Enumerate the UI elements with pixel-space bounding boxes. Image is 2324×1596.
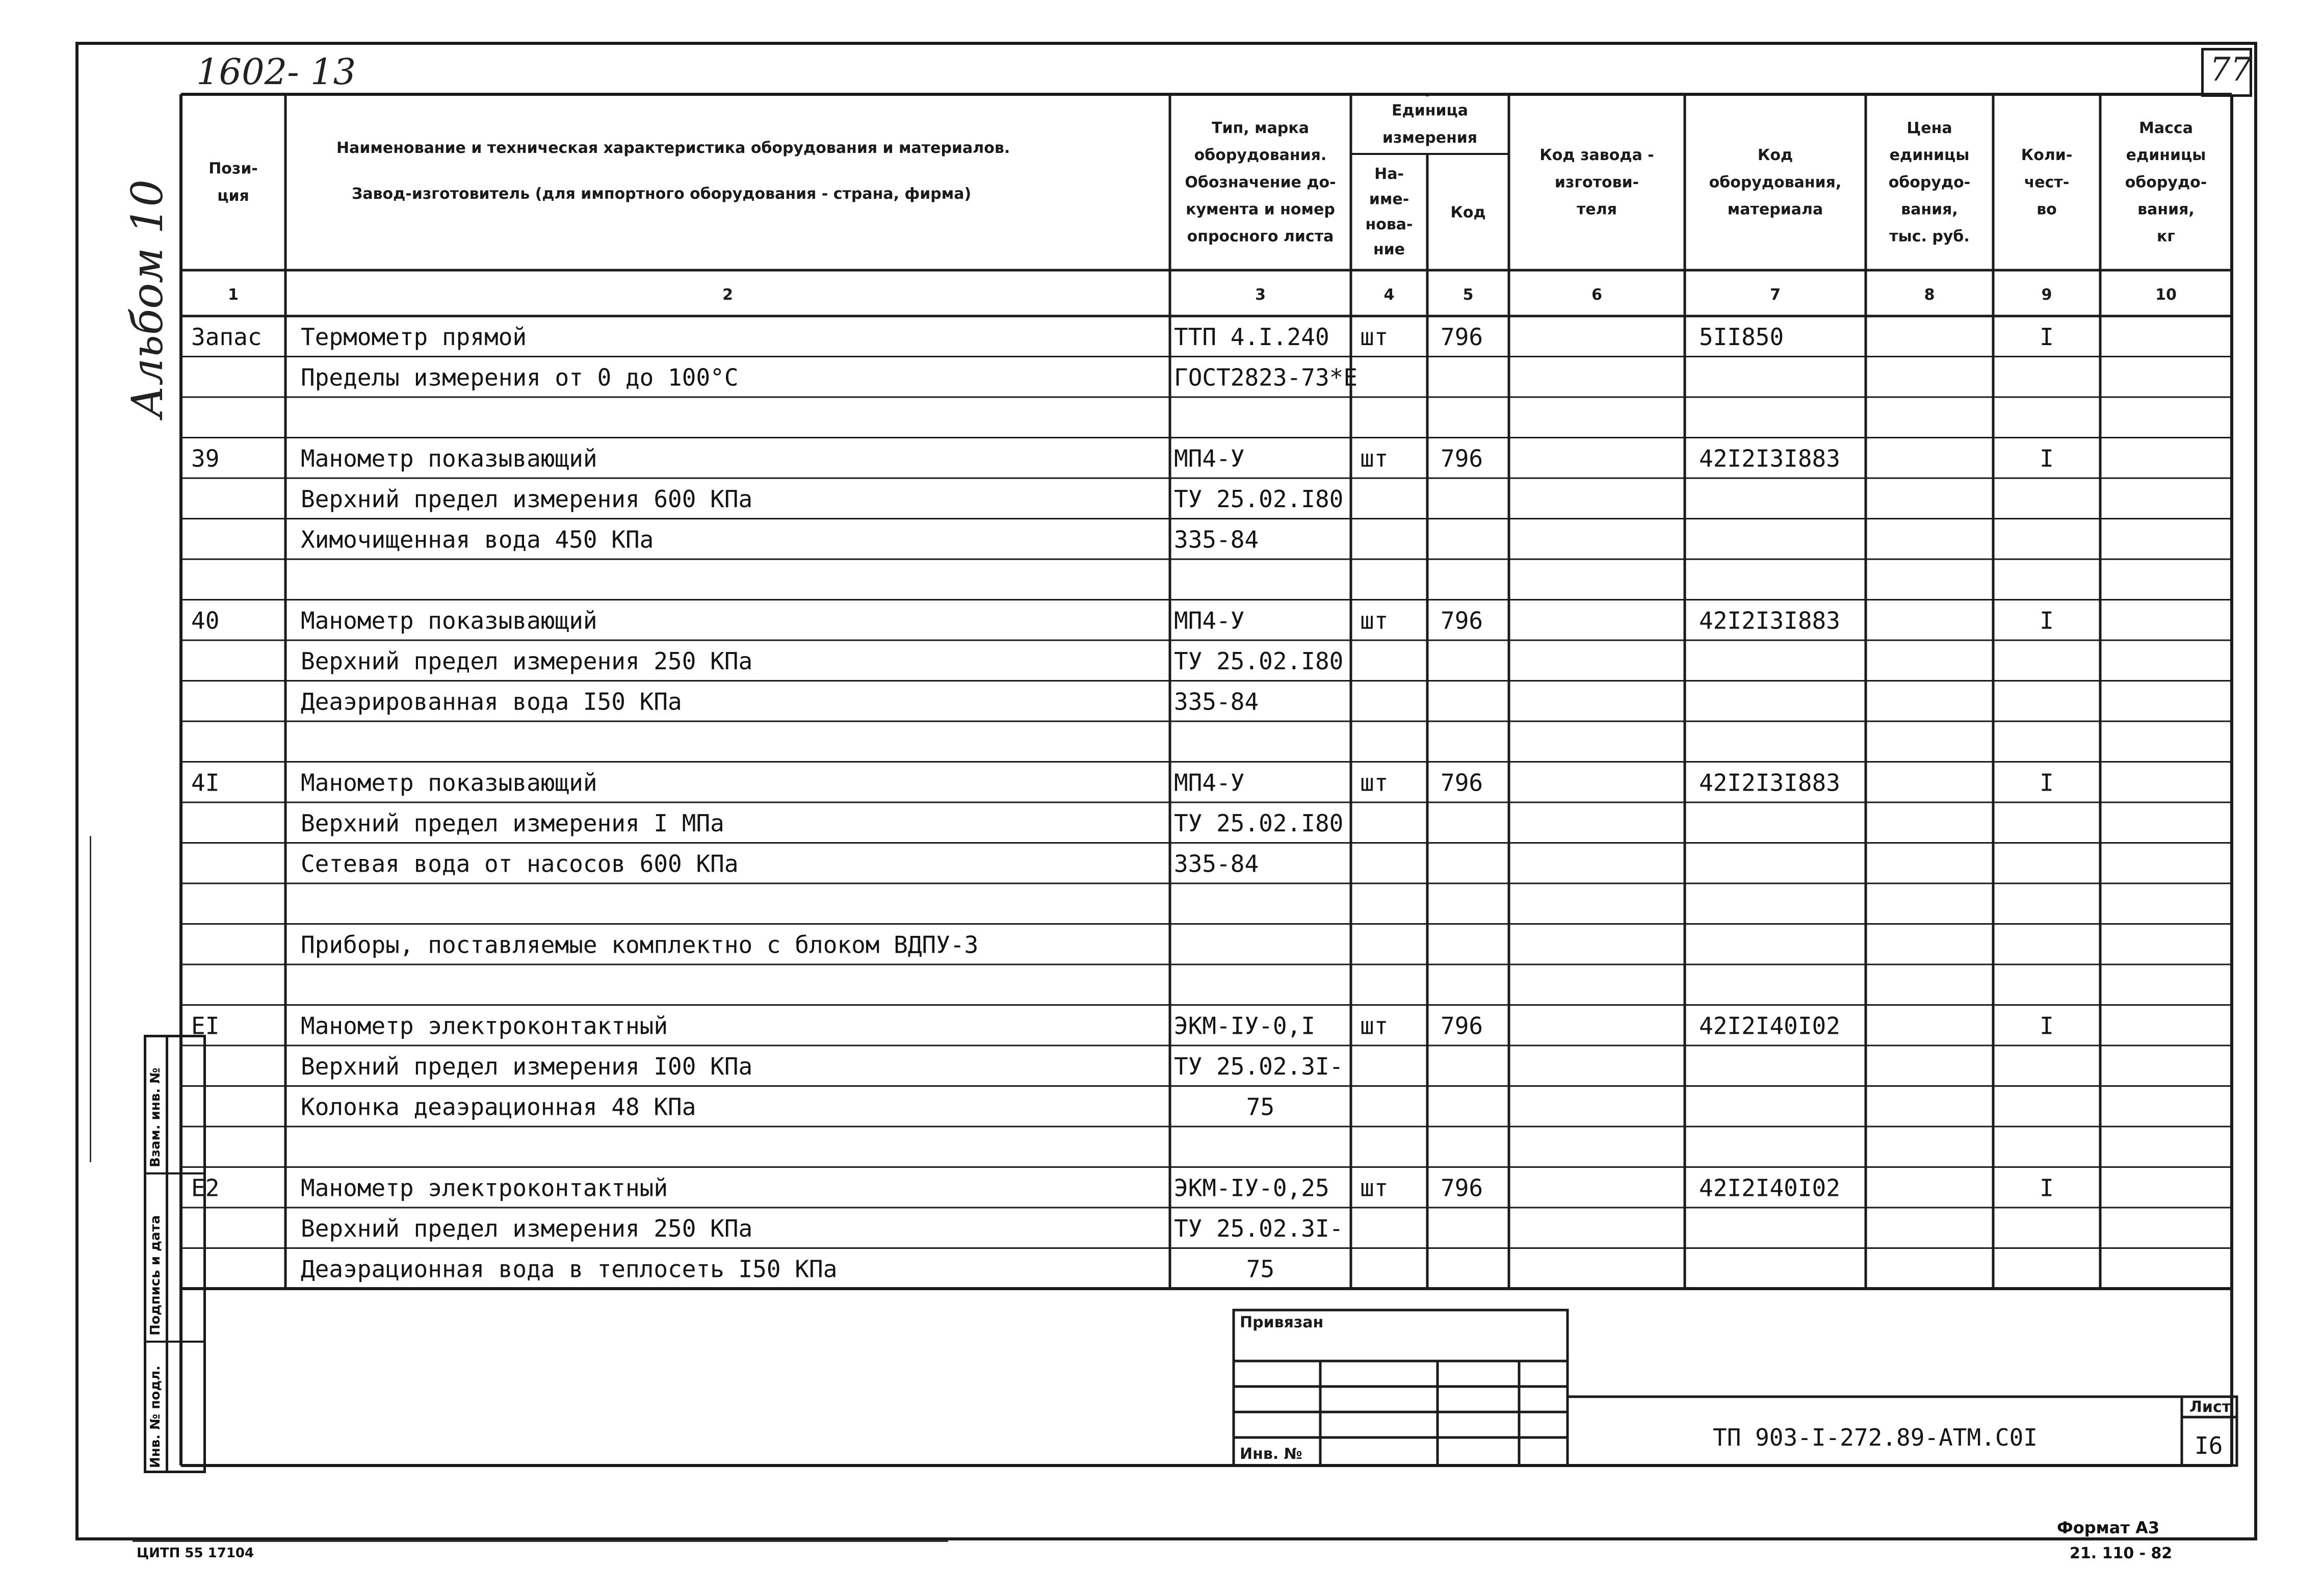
cell-code: 796 — [1441, 607, 1483, 635]
cell-equip-code: 42I2I40I02 — [1699, 1012, 1840, 1040]
cell-name: Пределы измерения от 0 до 100°С — [301, 363, 739, 391]
side-label-replaced: Взам. инв. № — [148, 1067, 163, 1167]
cell-name: Верхний предел измерения I МПа — [301, 809, 724, 838]
column-number: 3 — [1255, 286, 1266, 304]
cell-unit: шт — [1360, 1012, 1389, 1040]
cell-type: ГОСТ2823-73*Е — [1174, 363, 1358, 391]
cell-pos: 4I — [191, 769, 220, 797]
column-number: 1 — [228, 286, 239, 304]
cell-name: Деаэрационная вода в теплосеть I50 КПа — [301, 1255, 838, 1283]
header-equipment-code: оборудования, — [1709, 173, 1842, 192]
cell-name: Верхний предел измерения 250 КПа — [301, 1215, 753, 1243]
header-unit-name: име- — [1369, 190, 1409, 208]
cell-pos: 39 — [191, 444, 220, 473]
header-quantity: чест- — [2024, 173, 2070, 192]
cell-code: 796 — [1441, 769, 1483, 797]
column-number: 8 — [1924, 286, 1935, 304]
bound-label: Привязан — [1240, 1314, 1324, 1331]
cell-type: ЭКМ-IУ-0,I — [1174, 1012, 1315, 1040]
header-text — [208, 102, 2207, 304]
cell-name: Термометр прямой — [301, 323, 527, 351]
cell-type: 75 — [1246, 1093, 1275, 1121]
header-name-line-1: Наименование и техническая характеристика оборудования и материалов. — [336, 139, 1010, 157]
cell-name: Сетевая вода от насосов 600 КПа — [301, 850, 739, 878]
header-price: оборудо- — [1888, 173, 1971, 192]
cell-type: ЭКМ-IУ-0,25 — [1174, 1174, 1329, 1202]
header-unit-name: нова- — [1365, 215, 1413, 233]
cell-type: 75 — [1246, 1255, 1275, 1283]
column-number: 10 — [2155, 286, 2177, 304]
header-unit-group: Единица — [1392, 101, 1468, 120]
header-plant-code: Код завода - — [1539, 146, 1654, 165]
cell-type: ТТП 4.I.240 — [1174, 323, 1329, 351]
project-code: 1602- 13 — [196, 51, 356, 93]
header-quantity: во — [2036, 200, 2057, 219]
header-mass: единицы — [2126, 146, 2206, 165]
cell-name: Верхний предел измерения I00 КПа — [301, 1053, 753, 1081]
cell-name: Манометр показывающий — [301, 769, 597, 797]
cell-type: МП4-У — [1174, 607, 1245, 635]
cell-equip-code: 42I2I3I883 — [1699, 769, 1840, 797]
cell-unit: шт — [1360, 607, 1389, 635]
format-code: 21. 110 - 82 — [2070, 1545, 2173, 1562]
cell-qty: I — [2040, 1012, 2054, 1040]
header-unit-name: ние — [1373, 241, 1405, 259]
cell-equip-code: 42I2I3I883 — [1699, 607, 1840, 635]
header-unit-group: измерения — [1382, 128, 1478, 147]
header-price: вания, — [1901, 200, 1958, 219]
cell-unit: шт — [1360, 444, 1389, 473]
cell-name: Деаэрированная вода I50 КПа — [301, 688, 682, 716]
cell-pos: Е2 — [191, 1174, 220, 1202]
header-price: единицы — [1889, 146, 1970, 165]
column-number: 4 — [1383, 286, 1395, 304]
column-number: 7 — [1770, 286, 1781, 304]
cell-qty: I — [2040, 323, 2054, 351]
cell-code: 796 — [1441, 1174, 1483, 1202]
sheet-label: Лист — [2189, 1398, 2231, 1416]
cell-qty: I — [2040, 444, 2054, 473]
footer-rule — [133, 1540, 948, 1542]
header-unit-name: На- — [1374, 165, 1404, 183]
format-label: Формат А3 — [2057, 1518, 2160, 1537]
cell-qty: I — [2040, 1174, 2054, 1202]
cell-qty: I — [2040, 607, 2054, 635]
inv-label: Инв. № — [1240, 1445, 1302, 1463]
header-equipment-code: материала — [1727, 200, 1823, 219]
cell-type: МП4-У — [1174, 444, 1245, 473]
cell-pos: 40 — [191, 607, 220, 635]
header-type: Тип, марка — [1212, 119, 1309, 137]
sheet-number: I6 — [2195, 1432, 2223, 1459]
header-mass: вания, — [2137, 200, 2195, 219]
header-mass: оборудо- — [2125, 173, 2207, 192]
column-number: 9 — [2041, 286, 2052, 304]
cell-type: ТУ 25.02.I80 — [1174, 809, 1344, 838]
cell-name: Химочищенная вода 450 КПа — [301, 526, 654, 554]
cell-name: Приборы, поставляемые комплектно с блоком ВДПУ-3 — [301, 931, 979, 959]
cell-type: ТУ 25.02.I80 — [1174, 647, 1344, 675]
cell-pos: ЕI — [191, 1012, 220, 1040]
header-position: Пози- — [208, 160, 258, 178]
print-code: ЦИТП 55 17104 — [137, 1546, 254, 1561]
header-type: оборудования. — [1194, 146, 1327, 165]
column-number: 5 — [1463, 286, 1474, 304]
cell-name: Верхний предел измерения 250 КПа — [301, 647, 753, 675]
cell-code: 796 — [1441, 323, 1483, 351]
header-type: опросного листа — [1187, 227, 1334, 246]
side-label-signature: Подпись и дата — [148, 1215, 163, 1336]
cell-type: 335-84 — [1174, 526, 1259, 554]
cell-name: Колонка деаэрационная 48 КПа — [301, 1093, 696, 1121]
cell-type: МП4-У — [1174, 769, 1245, 797]
header-price: тыс. руб. — [1889, 227, 1970, 246]
column-number: 6 — [1591, 286, 1602, 304]
cell-name: Манометр электроконтактный — [301, 1174, 668, 1202]
header-mass: Масса — [2139, 119, 2193, 137]
cell-code: 796 — [1441, 1012, 1483, 1040]
cell-name: Верхний предел измерения 600 КПа — [301, 485, 753, 513]
cell-equip-code: 5II850 — [1699, 323, 1784, 351]
header-mass: кг — [2156, 227, 2176, 246]
side-label-inventory: Инв. № подл. — [148, 1365, 163, 1468]
cell-code: 796 — [1441, 444, 1483, 473]
column-number: 2 — [722, 286, 733, 304]
header-plant-code: изготови- — [1554, 173, 1639, 192]
album-label: Альбом 10 — [122, 179, 172, 418]
page-number: 77 — [2210, 51, 2252, 89]
cell-equip-code: 42I2I40I02 — [1699, 1174, 1840, 1202]
cell-equip-code: 42I2I3I883 — [1699, 444, 1840, 473]
header-equipment-code: Код — [1757, 146, 1793, 165]
cell-type: 335-84 — [1174, 850, 1259, 878]
cell-name: Манометр электроконтактный — [301, 1012, 668, 1040]
header-name-line-2: Завод-изготовитель (для импортного оборудования - страна, фирма) — [352, 185, 972, 203]
header-type: Обозначение до- — [1185, 173, 1336, 192]
cell-unit: шт — [1360, 769, 1389, 797]
header-unit-code: Код — [1450, 203, 1486, 222]
header-position: ция — [217, 187, 249, 205]
cell-type: ТУ 25.02.I80 — [1174, 485, 1344, 513]
cell-name: Манометр показывающий — [301, 607, 597, 635]
header-price: Цена — [1907, 119, 1952, 137]
cell-type: 335-84 — [1174, 688, 1259, 716]
cell-type: ТУ 25.02.3I- — [1174, 1053, 1344, 1081]
cell-qty: I — [2040, 769, 2054, 797]
header-quantity: Коли- — [2021, 146, 2073, 165]
cell-type: ТУ 25.02.3I- — [1174, 1215, 1344, 1243]
header-type: кумента и номер — [1186, 200, 1335, 219]
cell-unit: шт — [1360, 323, 1389, 351]
cell-name: Манометр показывающий — [301, 444, 597, 473]
cell-pos: Запас — [191, 323, 262, 351]
cell-unit: шт — [1360, 1174, 1389, 1202]
doc-code: ТП 903-I-272.89-АТМ.С0I — [1713, 1424, 2038, 1451]
header-plant-code: теля — [1577, 200, 1617, 219]
